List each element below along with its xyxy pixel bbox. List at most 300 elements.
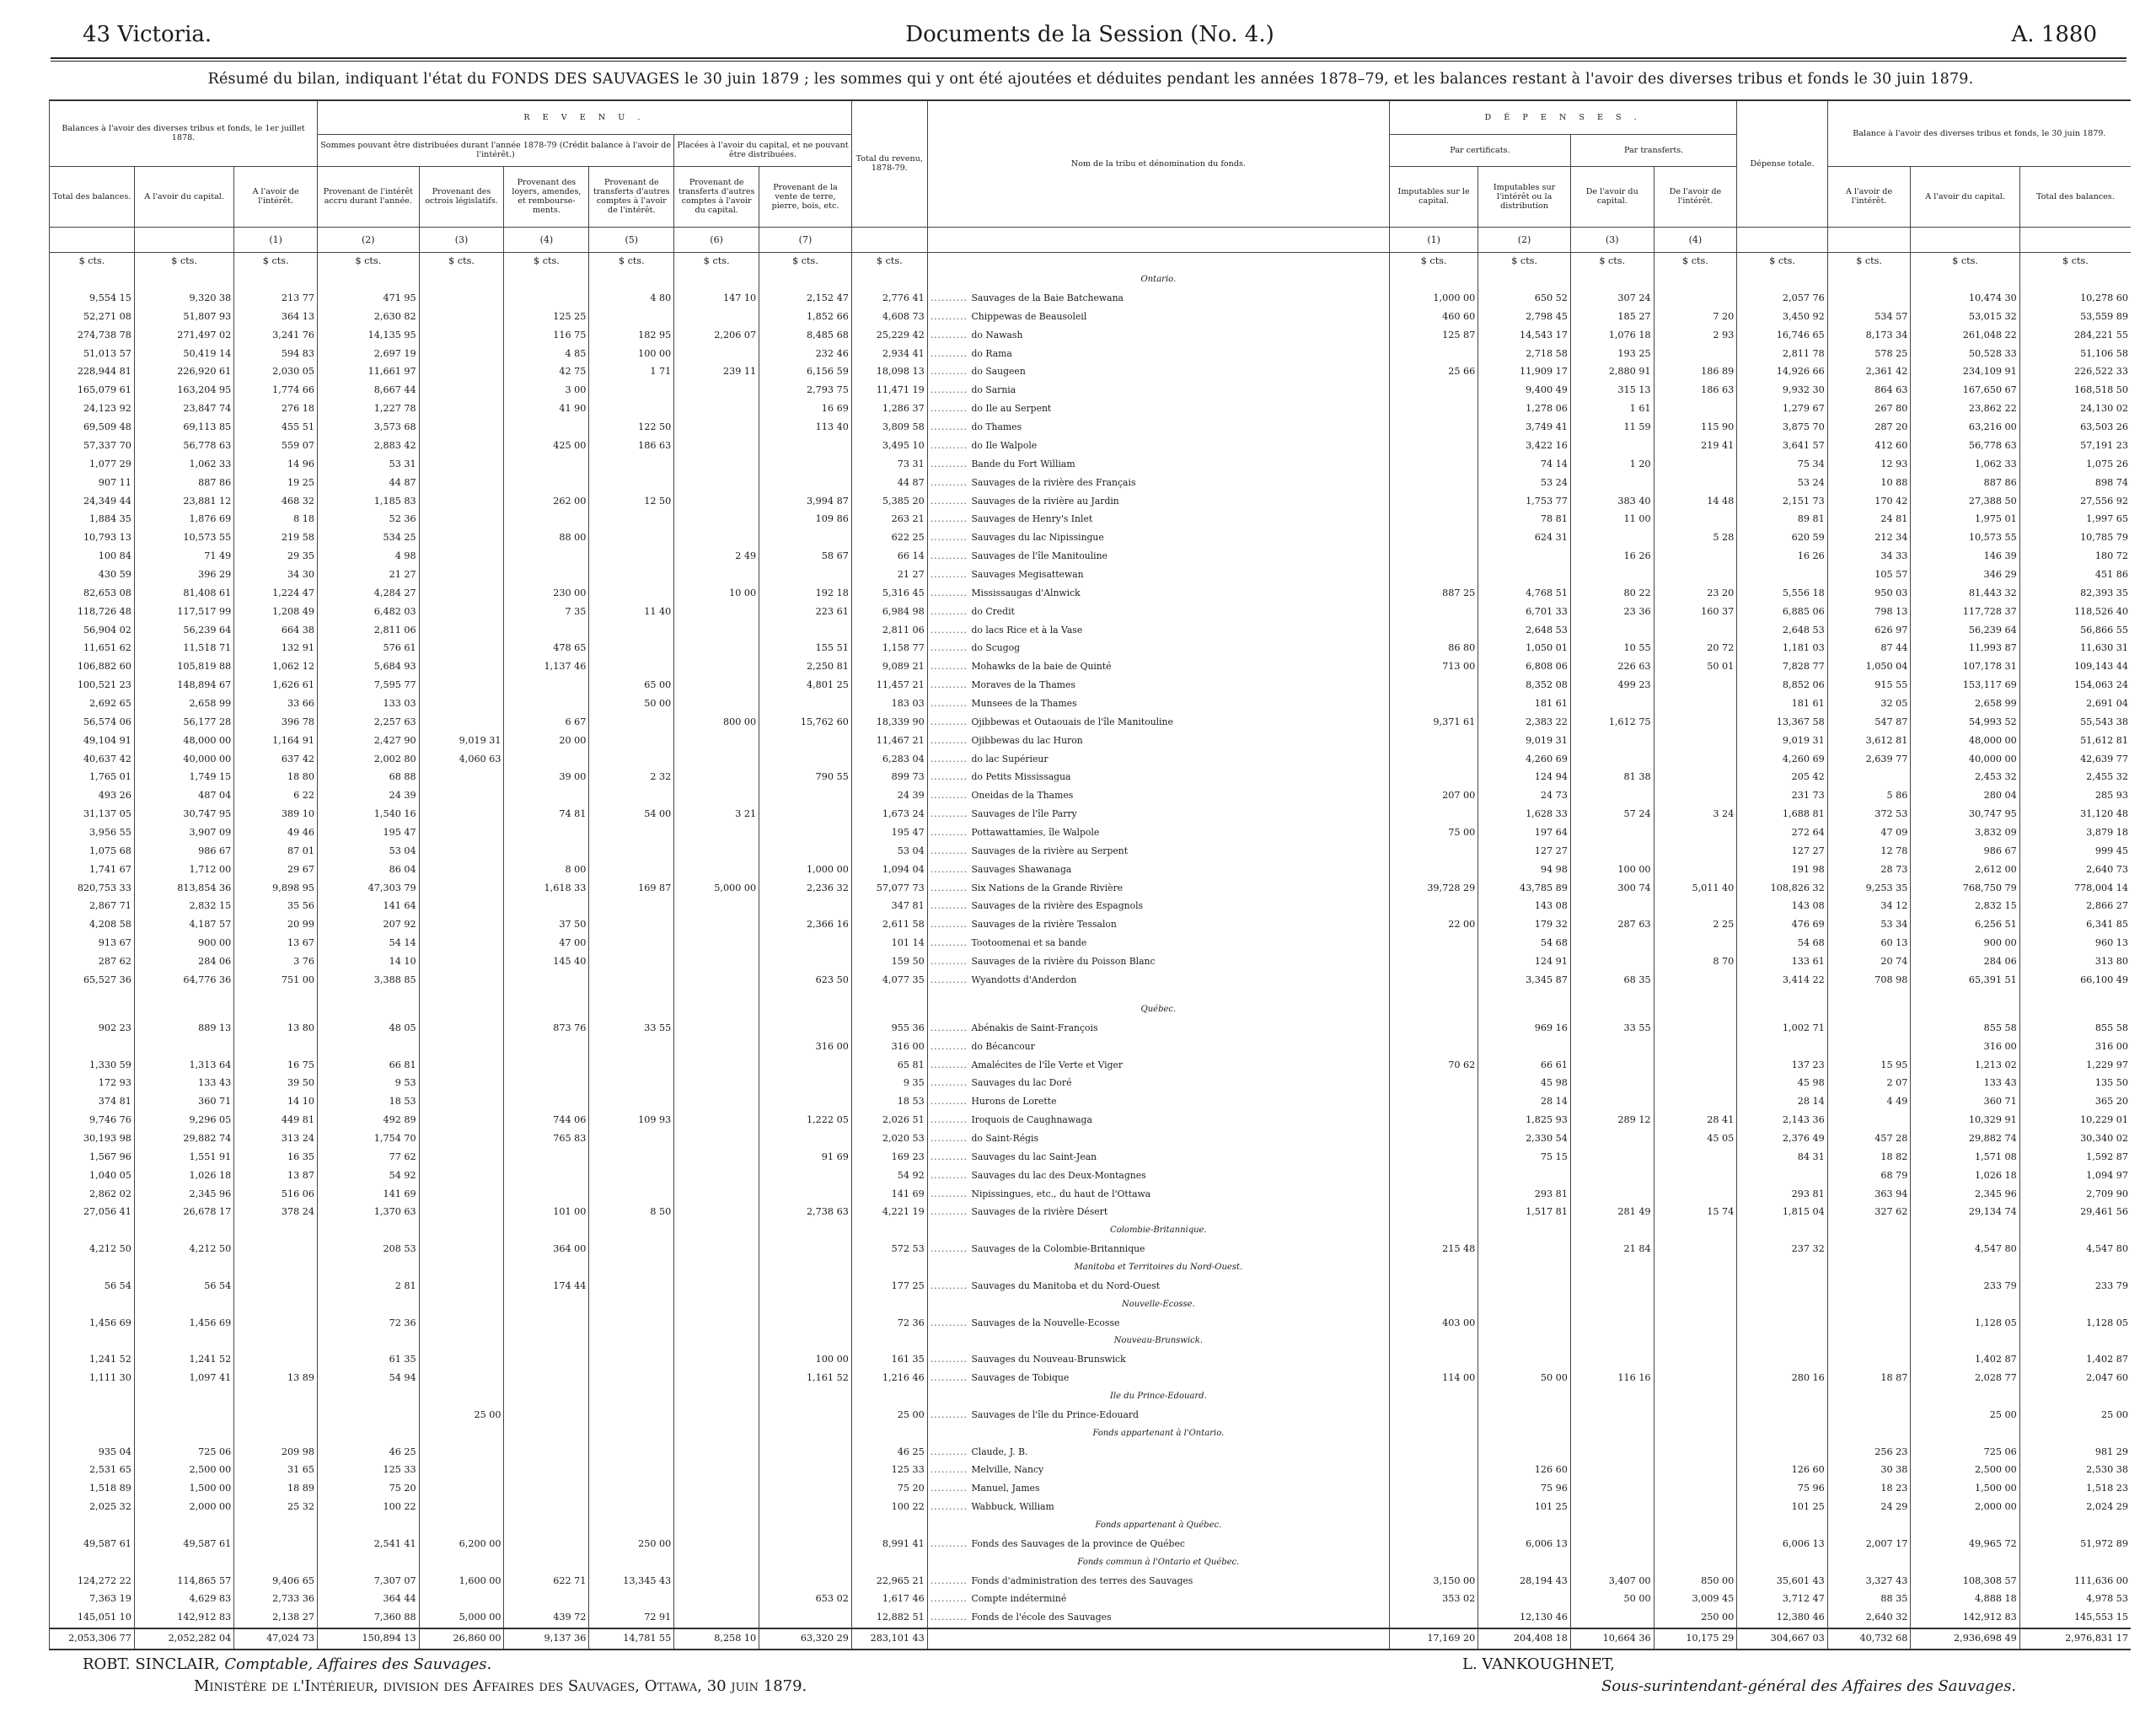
cell-value: 3,875 70 — [1737, 418, 1827, 437]
cell-value — [1389, 547, 1478, 566]
cell-value — [759, 1056, 852, 1075]
row-name: .......... do Nawash — [927, 326, 1389, 345]
fund-balance-table — [49, 99, 2131, 1650]
cell-value: 117,728 37 — [1911, 603, 2019, 621]
cell-value: 9,019 31 — [419, 732, 504, 750]
cell-value: 2,024 29 — [2019, 1498, 2131, 1516]
cell-value: 183 03 — [851, 695, 927, 713]
col-interet-accru: Provenant de l'intérêt accru durant l'année. — [318, 166, 420, 227]
cell-value: 4,077 35 — [851, 971, 927, 990]
cell-value: 209 98 — [234, 1443, 318, 1462]
cell-value — [419, 511, 504, 529]
cell-value: 267 80 — [1827, 400, 1911, 419]
cell-value: 1,002 71 — [1737, 1019, 1827, 1038]
cell-value — [589, 1480, 674, 1499]
row-label: Manuel, James — [971, 1483, 1040, 1494]
cell-value: 1,753 77 — [1478, 492, 1571, 511]
cell-value: 20 00 — [504, 732, 589, 750]
unit-cell: $ cts. — [234, 252, 318, 271]
unit-cell: $ cts. — [2019, 252, 2131, 271]
table-row — [50, 437, 2132, 455]
cell-value: 800 00 — [674, 713, 759, 732]
cell-value: 365 20 — [2019, 1093, 2131, 1112]
row-name: .......... Sauvages de l'île Parry — [927, 805, 1389, 823]
col-num-5: (5) — [589, 227, 674, 252]
cell-value: 26,678 17 — [134, 1204, 233, 1222]
cell-value — [1570, 1056, 1654, 1075]
cell-value: 1,224 47 — [234, 584, 318, 603]
cell-value: 353 02 — [1389, 1591, 1478, 1609]
cell-value: 15 95 — [1827, 1056, 1911, 1075]
cell-value: 66,100 49 — [2019, 971, 2131, 990]
cell-value — [674, 308, 759, 326]
cell-value: 105 57 — [1827, 566, 1911, 584]
cell-value — [419, 1167, 504, 1185]
cell-value — [1570, 1498, 1654, 1516]
row-label: Sauvages de la rivière des Français — [971, 476, 1136, 488]
cell-value — [674, 437, 759, 455]
cell-value: 9,406 65 — [234, 1572, 318, 1591]
cell-value: 276 18 — [234, 400, 318, 419]
col-depenses: D É P E N S E S . — [1389, 100, 1736, 134]
cell-value — [1570, 934, 1654, 952]
cell-value: 2,383 22 — [1478, 713, 1571, 732]
cell-value — [1654, 1480, 1737, 1499]
cell-value — [1654, 511, 1737, 529]
col-imputables-interet: Imputables sur l'intérêt ou la distribution — [1478, 166, 1571, 227]
cell-value: 347 81 — [851, 898, 927, 916]
row-name: .......... Sauvages de la rivière des Espagnols — [927, 898, 1389, 916]
cell-value: 54 68 — [1737, 934, 1827, 952]
cell-value: 15 74 — [1654, 1204, 1737, 1222]
table-row — [50, 1535, 2132, 1553]
cell-value — [759, 1129, 852, 1148]
cell-value — [1654, 1093, 1737, 1112]
cell-value: 664 38 — [234, 621, 318, 640]
cell-value: 219 41 — [1654, 437, 1737, 455]
cell-value: 346 29 — [1911, 566, 2019, 584]
cell-value — [1389, 769, 1478, 787]
cell-value: 91 69 — [759, 1148, 852, 1167]
table-row — [50, 308, 2132, 326]
cell-value — [419, 418, 504, 437]
cell-value: 1,628 33 — [1478, 805, 1571, 823]
cell-value — [234, 1351, 318, 1370]
cell-value: 547 87 — [1827, 713, 1911, 732]
col-loyers: Provenant des loyers, amendes, et rembourse-ments. — [504, 166, 589, 227]
cell-value: 280 04 — [1911, 787, 2019, 806]
col-dep-totale: Dépense totale. — [1737, 100, 1827, 227]
row-name: .......... Sauvages du lac Doré — [927, 1075, 1389, 1093]
cell-value — [134, 1038, 233, 1056]
cell-value: 4 85 — [504, 345, 589, 363]
cell-value: 287 62 — [50, 952, 135, 971]
cell-value: 126 60 — [1737, 1462, 1827, 1480]
cell-value: 3,241 76 — [234, 326, 318, 345]
cell-value: 272 64 — [1737, 823, 1827, 842]
header-center: Documents de la Session (No. 4.) — [905, 22, 1274, 47]
cell-value — [1570, 1129, 1654, 1148]
cell-value: 82,653 08 — [50, 584, 135, 603]
section-heading-row — [50, 1258, 2132, 1277]
cell-value — [759, 1240, 852, 1258]
cell-value — [419, 1129, 504, 1148]
cell-value: 8 18 — [234, 511, 318, 529]
row-name: .......... Sauvages de la rivière du Poisson Blanc — [927, 952, 1389, 971]
cell-value: 313 80 — [2019, 952, 2131, 971]
cell-value: 2,611 58 — [851, 916, 927, 935]
table-body — [50, 252, 2132, 1650]
row-label: Nipissingues, etc., du haut de l'Ottawa — [971, 1188, 1151, 1199]
table-title: Résumé du bilan, indiquant l'état du FONDS DES SAUVAGES le 30 juin 1879 ; les sommes qui y ont été ajoutées et déduites pendant les années 1878–79, et les balances restant à l'avoir des diverses tribus et fonds le 30 juin 1879. — [207, 71, 1974, 88]
cell-value: 50 00 — [589, 695, 674, 713]
cell-value — [504, 787, 589, 806]
cell-value: 915 55 — [1827, 676, 1911, 695]
cell-value: 468 32 — [234, 492, 318, 511]
cell-value: 101 14 — [851, 934, 927, 952]
cell-value: 378 24 — [234, 1204, 318, 1222]
cell-value: 1,626 61 — [234, 676, 318, 695]
cell-value: 87 01 — [234, 842, 318, 861]
section-heading: Colombie-Britannique. — [927, 1222, 1389, 1241]
unit-cell: $ cts. — [851, 252, 927, 271]
cell-value — [1389, 934, 1478, 952]
cell-value: 1,884 35 — [50, 511, 135, 529]
cell-value: 1,241 52 — [50, 1351, 135, 1370]
cell-value: 56 54 — [134, 1277, 233, 1296]
row-name: .......... do Ile Walpole — [927, 437, 1389, 455]
cell-value: 12 78 — [1827, 842, 1911, 861]
cell-value: 1,618 33 — [504, 879, 589, 898]
cell-value: 1,216 46 — [851, 1369, 927, 1387]
cell-value: 2,531 65 — [50, 1462, 135, 1480]
cell-value — [1654, 732, 1737, 750]
cell-value: 40,000 00 — [134, 750, 233, 769]
cell-value: 100 84 — [50, 547, 135, 566]
cell-value: 33 55 — [589, 1019, 674, 1038]
cell-value: 153,117 69 — [1911, 676, 2019, 695]
col-dep-capital: De l'avoir du capital. — [1570, 166, 1654, 227]
cell-value: 34 30 — [234, 566, 318, 584]
cell-value: 87 44 — [1827, 640, 1911, 658]
cell-value — [759, 1167, 852, 1185]
cell-value: 280 16 — [1737, 1369, 1827, 1387]
cell-value: 118,526 40 — [2019, 603, 2131, 621]
cell-value: 33 55 — [1570, 1019, 1654, 1038]
cell-value: 1,571 08 — [1911, 1148, 2019, 1167]
cell-value — [674, 1443, 759, 1462]
row-label: Munsees de la Thames — [971, 697, 1077, 709]
table-row — [50, 529, 2132, 548]
cell-value: 143 08 — [1478, 898, 1571, 916]
cell-value: 2,880 91 — [1570, 363, 1654, 382]
cell-value — [1827, 1111, 1911, 1129]
cell-value: 13 67 — [234, 934, 318, 952]
cell-value: 6,482 03 — [318, 603, 420, 621]
cell-value — [589, 713, 674, 732]
cell-value — [419, 1056, 504, 1075]
cell-value: 9,089 21 — [851, 658, 927, 677]
cell-value — [1389, 750, 1478, 769]
table-row — [50, 1075, 2132, 1093]
cell-value — [419, 1369, 504, 1387]
cell-value: 5,556 18 — [1737, 584, 1827, 603]
cell-value: 23,847 74 — [134, 400, 233, 419]
cell-value: 3,345 87 — [1478, 971, 1571, 990]
cell-value: 4,221 19 — [851, 1204, 927, 1222]
cell-value: 4,060 63 — [419, 750, 504, 769]
cell-value: 40,732 68 — [1827, 1628, 1911, 1650]
cell-value — [504, 455, 589, 474]
cell-value: 16,746 65 — [1737, 326, 1827, 345]
cell-value: 86 80 — [1389, 640, 1478, 658]
cell-value: 850 00 — [1654, 1572, 1737, 1591]
cell-value — [504, 418, 589, 437]
cell-value: 2,541 41 — [318, 1535, 420, 1553]
cell-value: 125 25 — [504, 308, 589, 326]
cell-value: 1,815 04 — [1737, 1204, 1827, 1222]
cell-value: 3,641 57 — [1737, 437, 1827, 455]
cell-value — [318, 1038, 420, 1056]
cell-value: 10,785 79 — [2019, 529, 2131, 548]
cell-value — [589, 1093, 674, 1112]
cell-value: 2,028 77 — [1911, 1369, 2019, 1387]
cell-value — [1654, 1240, 1737, 1258]
cell-value: 11,457 21 — [851, 676, 927, 695]
cell-value: 2,648 53 — [1478, 621, 1571, 640]
col-dep-interet: De l'avoir de l'intérêt. — [1654, 166, 1737, 227]
table-row — [50, 916, 2132, 935]
cell-value: 2,976,831 17 — [2019, 1628, 2131, 1650]
section-heading: Nouvelle-Ecosse. — [927, 1296, 1389, 1314]
cell-value: 1,050 01 — [1478, 640, 1571, 658]
section-heading-row — [50, 1222, 2132, 1241]
cell-value: 751 00 — [234, 971, 318, 990]
cell-value: 3,994 87 — [759, 492, 852, 511]
row-name: .......... Abénakis de Saint-François — [927, 1019, 1389, 1038]
cell-value: 935 04 — [50, 1443, 135, 1462]
cell-value: 981 29 — [2019, 1443, 2131, 1462]
cell-value: 1,852 66 — [759, 308, 852, 326]
row-name: .......... do Rama — [927, 345, 1389, 363]
cell-value: 56,239 64 — [134, 621, 233, 640]
row-label: Sauvages de la rivière au Serpent — [971, 845, 1129, 856]
cell-value: 51,013 57 — [50, 345, 135, 363]
cell-value: 30,193 98 — [50, 1129, 135, 1148]
cell-value: 54 14 — [318, 934, 420, 952]
cell-value: 219 58 — [234, 529, 318, 548]
cell-value: 86 04 — [318, 861, 420, 879]
row-label: Sauvages de Tobique — [971, 1372, 1070, 1384]
cell-value: 5,000 00 — [419, 1609, 504, 1628]
cell-value: 439 72 — [504, 1609, 589, 1628]
row-name: .......... Ojibbewas du lac Huron — [927, 732, 1389, 750]
cell-value: 1,876 69 — [134, 511, 233, 529]
cell-value — [419, 1093, 504, 1112]
cell-value: 2,738 63 — [759, 1204, 852, 1222]
table-row — [50, 400, 2132, 419]
cell-value: 1,997 65 — [2019, 511, 2131, 529]
cell-value — [1654, 1075, 1737, 1093]
cell-value — [1389, 1167, 1478, 1185]
cell-value: 118,726 48 — [50, 603, 135, 621]
cell-value — [504, 1406, 589, 1424]
cell-value: 8,852 06 — [1737, 676, 1827, 695]
cell-value — [589, 1056, 674, 1075]
row-label: Ojibbewas du lac Huron — [971, 734, 1083, 746]
cell-value: 289 12 — [1570, 1111, 1654, 1129]
cell-value: 898 74 — [2019, 474, 2131, 492]
cell-value — [1654, 289, 1737, 308]
cell-value: 71 49 — [134, 547, 233, 566]
cell-value — [504, 547, 589, 566]
cell-value: 1,592 87 — [2019, 1148, 2131, 1167]
cell-value: 147 10 — [674, 289, 759, 308]
cell-value — [419, 842, 504, 861]
cell-value: 180 72 — [2019, 547, 2131, 566]
cell-value: 100,521 23 — [50, 676, 135, 695]
table-row — [50, 1240, 2132, 1258]
cell-value: 100 00 — [589, 345, 674, 363]
cell-value: 2 49 — [674, 547, 759, 566]
cell-value — [589, 1591, 674, 1609]
accountant-name: ROBT. SINCLAIR, — [83, 1655, 220, 1673]
cell-value: 155 51 — [759, 640, 852, 658]
cell-value: 9,296 05 — [134, 1111, 233, 1129]
table-row — [50, 382, 2132, 400]
cell-value: 478 65 — [504, 640, 589, 658]
col-num-3b: (3) — [1570, 227, 1654, 252]
cell-value: 114 00 — [1389, 1369, 1478, 1387]
cell-value — [419, 952, 504, 971]
cell-value: 285 93 — [2019, 787, 2131, 806]
cell-value: 29 35 — [234, 547, 318, 566]
cell-value — [419, 1148, 504, 1167]
cell-value: 55,543 38 — [2019, 713, 2131, 732]
cell-value: 21 84 — [1570, 1240, 1654, 1258]
cell-value: 5 86 — [1827, 787, 1911, 806]
cell-value: 1,000 00 — [759, 861, 852, 879]
cell-value — [589, 1167, 674, 1185]
cell-value: 14 10 — [234, 1093, 318, 1112]
cell-value — [1654, 1019, 1737, 1038]
cell-value: 1,741 67 — [50, 861, 135, 879]
cell-value: 132 91 — [234, 640, 318, 658]
cell-value — [419, 1314, 504, 1333]
table-row — [50, 1111, 2132, 1129]
cell-value — [504, 1075, 589, 1093]
cell-value: 31 65 — [234, 1462, 318, 1480]
row-name: .......... Sauvages Megisattewan — [927, 566, 1389, 584]
table-row — [50, 1609, 2132, 1628]
cell-value: 46 25 — [318, 1443, 420, 1462]
unit-cell: $ cts. — [419, 252, 504, 271]
cell-value — [1827, 1277, 1911, 1296]
cell-value: 24,123 92 — [50, 400, 135, 419]
cell-value: 534 25 — [318, 529, 420, 548]
cell-value: 52 36 — [318, 511, 420, 529]
cell-value: 239 11 — [674, 363, 759, 382]
cell-value — [504, 1148, 589, 1167]
row-name: .......... Bande du Fort William — [927, 455, 1389, 474]
cell-value: 1,077 29 — [50, 455, 135, 474]
cell-value: 31,120 48 — [2019, 805, 2131, 823]
cell-value: 457 28 — [1827, 1129, 1911, 1148]
cell-value — [759, 437, 852, 455]
col-par-transferts: Par transferts. — [1570, 134, 1736, 166]
cell-value — [589, 750, 674, 769]
cell-value: 2,811 06 — [318, 621, 420, 640]
cell-value — [674, 1572, 759, 1591]
row-label: do Sarnia — [971, 384, 1016, 396]
cell-value: 2,455 32 — [2019, 769, 2131, 787]
cell-value — [1827, 1038, 1911, 1056]
cell-value: 360 71 — [134, 1093, 233, 1112]
cell-value: 2 93 — [1654, 326, 1737, 345]
cell-value — [419, 769, 504, 787]
cell-value — [759, 529, 852, 548]
cell-value: 75 00 — [1389, 823, 1478, 842]
cell-value: 27,388 50 — [1911, 492, 2019, 511]
cell-value: 117,517 99 — [134, 603, 233, 621]
cell-value: 364 44 — [318, 1591, 420, 1609]
cell-value — [1570, 952, 1654, 971]
cell-value: 204,408 18 — [1478, 1628, 1571, 1650]
cell-value — [589, 1240, 674, 1258]
cell-value: 3,832 09 — [1911, 823, 2019, 842]
table-row — [50, 898, 2132, 916]
cell-value — [674, 1480, 759, 1499]
cell-value: 250 00 — [1654, 1609, 1737, 1628]
cell-value — [1654, 823, 1737, 842]
row-name: .......... Manuel, James — [927, 1480, 1389, 1499]
cell-value: 88 35 — [1827, 1591, 1911, 1609]
cell-value: 5,385 20 — [851, 492, 927, 511]
cell-value: 1,567 96 — [50, 1148, 135, 1167]
cell-value: 2,030 05 — [234, 363, 318, 382]
cell-value — [674, 658, 759, 677]
cell-value: 1,062 33 — [134, 455, 233, 474]
cell-value — [674, 529, 759, 548]
cell-value — [1570, 529, 1654, 548]
cell-value — [674, 1609, 759, 1628]
row-label: Sauvages de la rivière Tessalon — [971, 919, 1117, 931]
cell-value — [674, 732, 759, 750]
cell-value: 594 83 — [234, 345, 318, 363]
cell-value: 864 63 — [1827, 382, 1911, 400]
col-num-4: (4) — [504, 227, 589, 252]
cell-value: 56 54 — [50, 1277, 135, 1296]
cell-value — [759, 1443, 852, 1462]
table-row — [50, 511, 2132, 529]
cell-value: 34 33 — [1827, 547, 1911, 566]
cell-value — [504, 289, 589, 308]
section-heading: Ontario. — [927, 271, 1389, 290]
cell-value: 9,400 49 — [1478, 382, 1571, 400]
cell-value: 3,879 18 — [2019, 823, 2131, 842]
cell-value: 2,530 38 — [2019, 1462, 2131, 1480]
cell-value: 2,832 15 — [1911, 898, 2019, 916]
col-transferts-capital: Provenant de transferts d'autres comptes à l'avoir du capital. — [674, 166, 759, 227]
cell-value: 2,640 32 — [1827, 1609, 1911, 1628]
cell-value: 49,587 61 — [134, 1535, 233, 1553]
section-heading-row — [50, 1516, 2132, 1535]
cell-value — [1570, 1535, 1654, 1553]
cell-value: 75 96 — [1737, 1480, 1827, 1499]
cell-value: 108,826 32 — [1737, 879, 1827, 898]
table-row — [50, 805, 2132, 823]
cell-value — [1389, 898, 1478, 916]
